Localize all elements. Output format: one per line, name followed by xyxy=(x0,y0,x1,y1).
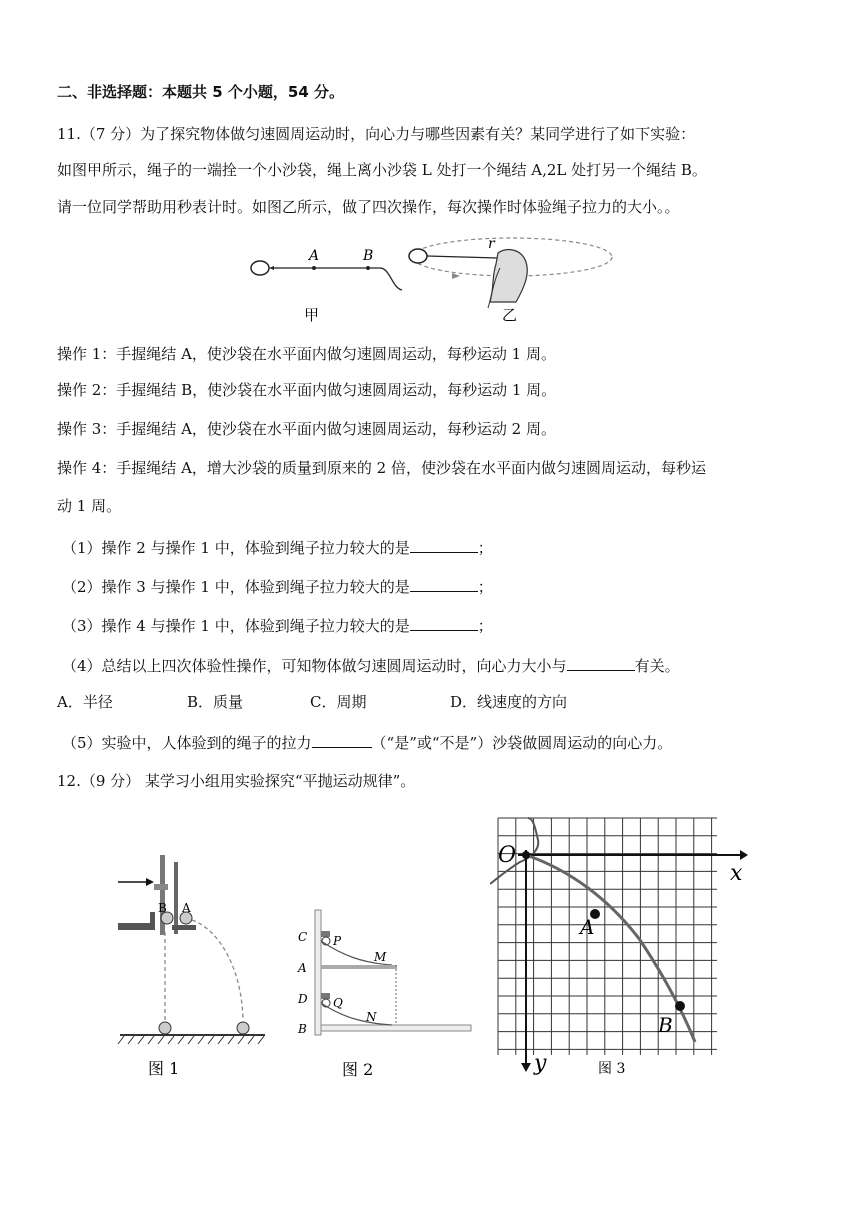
fig-jia-label-A: A xyxy=(309,248,320,264)
q11-sub3-text: （3）操作 4 与操作 1 中，体验到绳子拉力较大的是 xyxy=(62,617,410,635)
fig2-label-Q: Q xyxy=(333,996,343,1010)
q11-sub4-blank[interactable] xyxy=(567,654,635,671)
option-d[interactable]: D．线速度的方向 xyxy=(450,693,568,711)
fig2-label-M: M xyxy=(374,950,387,964)
q11-line2: 如图甲所示，绳子的一端拴一个小沙袋，绳上离小沙袋 L 处打一个绳结 A,2L 处打另一个绳结 B。 xyxy=(57,161,707,179)
q11-sub4 xyxy=(62,654,680,676)
fig1-label-A: A xyxy=(182,901,191,915)
q11-sub5 xyxy=(62,731,672,753)
q11-sub1-blank[interactable] xyxy=(410,536,478,553)
fig2-label-D: D xyxy=(298,992,308,1006)
q11-sub1-text: （1）操作 2 与操作 1 中，体验到绳子拉力较大的是 xyxy=(62,539,410,557)
fig3-label-A: A xyxy=(580,915,595,939)
q11-sub2-semicolon: ； xyxy=(477,578,493,596)
q11-sub4-tail: 有关。 xyxy=(634,657,680,675)
figure-2 xyxy=(292,905,477,1085)
fig3-label-B: B xyxy=(658,1013,673,1037)
figure-yi xyxy=(409,236,612,324)
fig3-label-y: y xyxy=(534,1051,547,1076)
q12-line1: 12.（9 分） 某学习小组用实验探究“平抛运动规律”。 xyxy=(57,772,416,790)
fig-yi-label-r: r xyxy=(488,236,495,252)
fig2-label-P: P xyxy=(333,934,342,948)
q11-line3: 请一位同学帮助用秒表计时。如图乙所示，做了四次操作，每次操作时体验绳子拉力的大小。。 xyxy=(57,198,680,216)
q11-line1: 11.（7 分）为了探究物体做匀速圆周运动时，向心力与哪些因素有关？某同学进行了如下实验： xyxy=(57,125,696,143)
figure-3 xyxy=(490,810,755,1080)
fig3-caption: 图 3 xyxy=(598,1061,626,1077)
q11-sub5-text: （5）实验中，人体验到的绳子的拉力 xyxy=(62,734,312,752)
fig2-label-A: A xyxy=(298,961,307,975)
fig-jia-label-B: B xyxy=(363,248,374,264)
fig2-label-N: N xyxy=(366,1010,377,1024)
q11-op3: 操作 3：手握绳结 A，使沙袋在水平面内做匀速圆周运动，每秒运动 2 周。 xyxy=(57,420,556,438)
fig3-label-x: x xyxy=(730,861,743,886)
option-b[interactable]: B．质量 xyxy=(187,693,244,711)
q11-sub5-tail: （“是”或“不是”）沙袋做圆周运动的向心力。 xyxy=(371,734,673,752)
section-title: 二、非选择题：本题共 5 个小题，54 分。 xyxy=(57,83,344,101)
fig3-label-O: O xyxy=(498,843,517,868)
option-a[interactable]: A．半径 xyxy=(57,693,113,711)
q11-sub1 xyxy=(62,536,493,558)
q11-options xyxy=(57,692,567,712)
q11-sub1-semicolon: ； xyxy=(477,539,493,557)
q11-sub3-blank[interactable] xyxy=(410,614,478,631)
q11-op4-a: 操作 4：手握绳结 A，增大沙袋的质量到原来的 2 倍，使沙袋在水平面内做匀速圆周运动，每秒运 xyxy=(57,459,706,477)
q11-sub3 xyxy=(62,614,493,636)
figure-1 xyxy=(110,850,270,1085)
q11-op4-b: 动 1 周。 xyxy=(57,497,122,515)
figure-jia xyxy=(251,248,402,324)
fig2-caption: 图 2 xyxy=(342,1060,374,1079)
q11-op1: 操作 1：手握绳结 A，使沙袋在水平面内做匀速圆周运动，每秒运动 1 周。 xyxy=(57,345,556,363)
fig-jia-caption: 甲 xyxy=(304,306,320,324)
q11-sub5-blank[interactable] xyxy=(312,731,372,748)
q11-sub2 xyxy=(62,575,493,597)
q11-sub2-blank[interactable] xyxy=(410,575,478,592)
q11-op2: 操作 2：手握绳结 B，使沙袋在水平面内做匀速圆周运动，每秒运动 1 周。 xyxy=(57,381,557,399)
q11-sub3-semicolon: ； xyxy=(477,617,493,635)
fig1-caption: 图 1 xyxy=(148,1059,180,1078)
figure-jia-yi xyxy=(230,228,630,334)
q11-sub2-text: （2）操作 3 与操作 1 中，体验到绳子拉力较大的是 xyxy=(62,578,410,596)
fig2-label-C: C xyxy=(298,930,308,944)
fig1-label-B: B xyxy=(158,901,167,915)
fig-yi-caption: 乙 xyxy=(502,306,518,324)
fig2-label-B: B xyxy=(298,1022,307,1036)
q11-sub4-text: （4）总结以上四次体验性操作，可知物体做匀速圆周运动时，向心力大小与 xyxy=(62,657,567,675)
option-c[interactable]: C．周期 xyxy=(310,693,367,711)
